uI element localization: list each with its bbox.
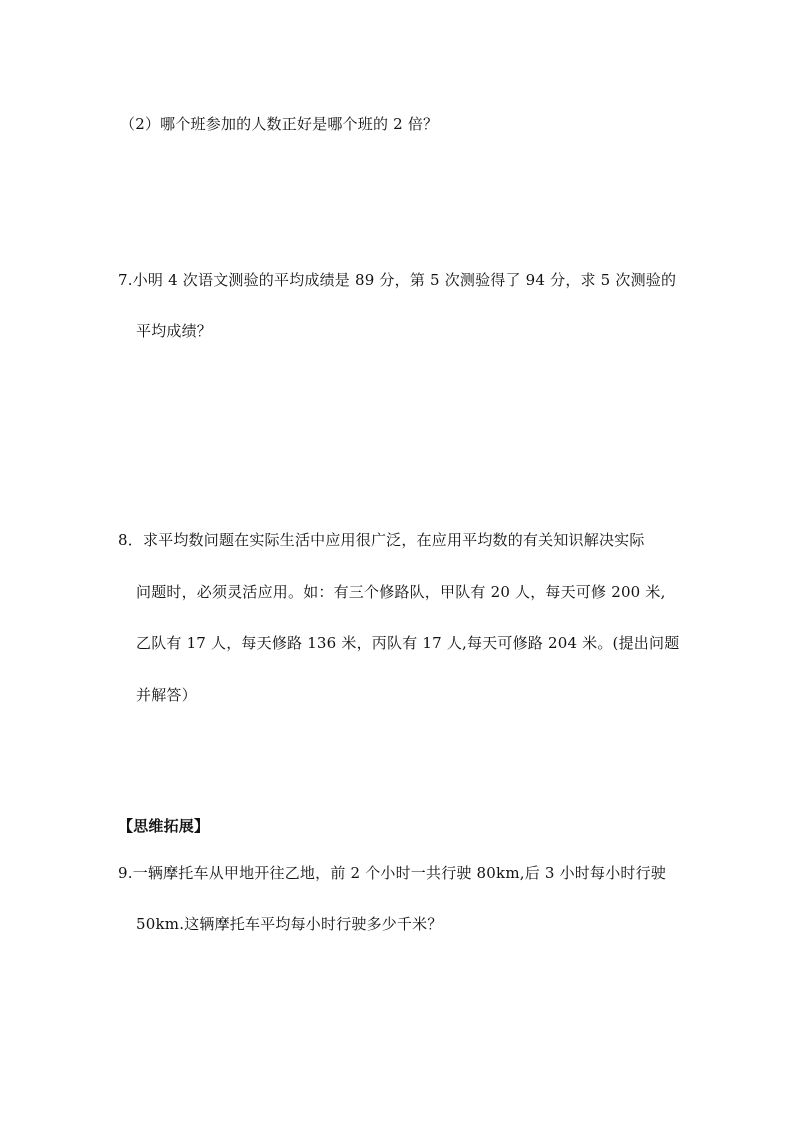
question-6-part-2: （2）哪个班参加的人数正好是哪个班的 2 倍？ [120, 115, 439, 133]
question-8-line-4: 并解答） [136, 686, 197, 704]
section-heading: 【思维拓展】 [118, 817, 210, 835]
question-8-line-2: 问题时，必须灵活应用。如：有三个修路队，甲队有 20 人，每天可修 200 米, [136, 583, 666, 601]
question-8-line-1: 8．求平均数问题在实际生活中应用很广泛，在应用平均数的有关知识解决实际 [118, 531, 645, 549]
question-9-line-1: 9.一辆摩托车从甲地开往乙地，前 2 个小时一共行驶 80km,后 3 小时每小时行驶 [118, 864, 667, 882]
question-8-line-3: 乙队有 17 人，每天修路 136 米，丙队有 17 人,每天可修路 204 米。(提出问题 [136, 634, 680, 652]
question-7-line-1: 7.小明 4 次语文测验的平均成绩是 89 分，第 5 次测验得了 94 分，求 5 次测验的 [118, 271, 677, 289]
question-7-line-2: 平均成绩？ [136, 322, 213, 340]
question-9-line-2: 50km.这辆摩托车平均每小时行驶多少千米？ [136, 915, 443, 933]
